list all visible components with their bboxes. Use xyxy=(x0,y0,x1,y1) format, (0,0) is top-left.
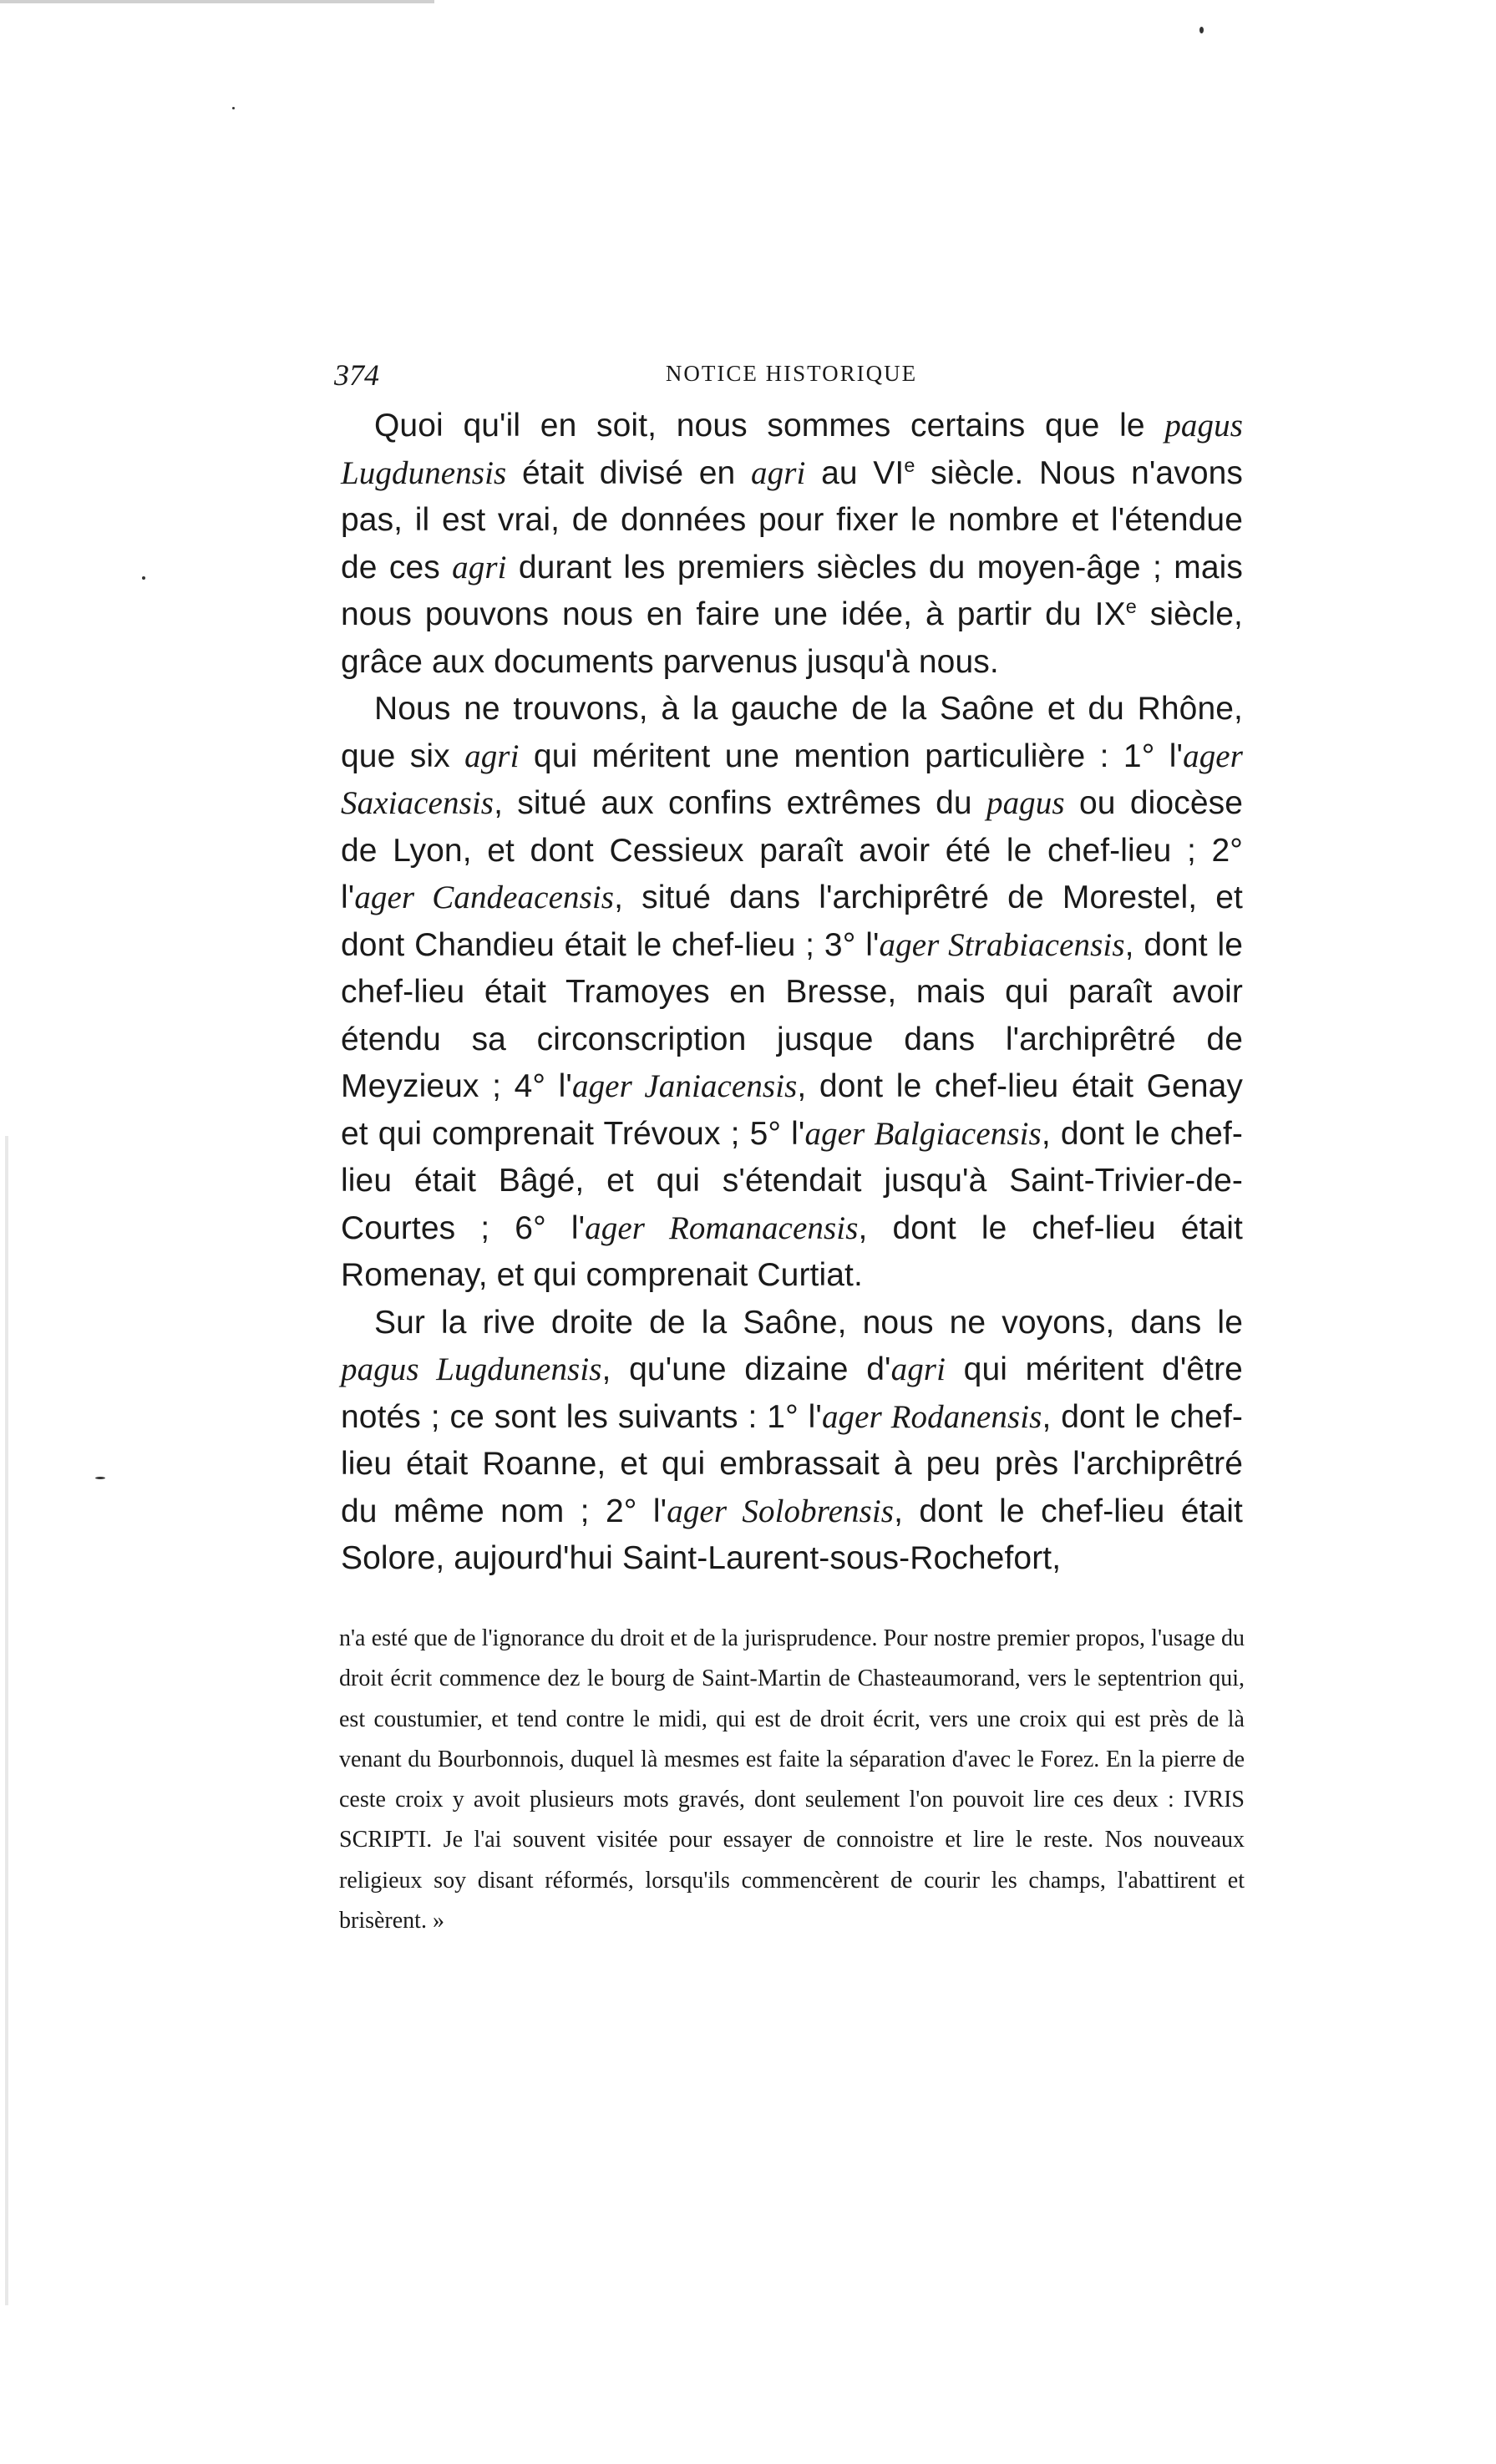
text-run: était divisé en xyxy=(506,454,751,491)
text-run: , situé aux confins extrêmes du xyxy=(494,785,986,821)
superscript: e xyxy=(1125,596,1137,617)
page-number: 374 xyxy=(334,358,379,392)
text-run: , dont le chef-lieu était Tramoyes en Bresse, mais qui paraît avoir étendu sa circonscription jusque dans l'archiprêtré de Meyzieux ; 4° l' xyxy=(341,926,1244,1104)
main-text xyxy=(341,403,1243,1583)
italic-term: ager Romanacensis xyxy=(585,1209,859,1246)
italic-term: ager Candeacensis xyxy=(354,880,615,915)
paragraph xyxy=(341,403,1243,686)
text-run: , qu'une dizaine d' xyxy=(601,1351,891,1387)
italic-term: ager Saxiacensis xyxy=(341,738,1243,821)
scan-speck xyxy=(1199,27,1204,33)
italic-term: pagus xyxy=(986,785,1065,821)
footnote-text: n'a esté que de l'ignorance du droit et de la jurisprudence. Pour nostre premier propos, l'usage du droit écrit commence dez le bourg de Saint-Martin de Chasteaumorand, vers le septentrion qui, est coustumier, et tend contre le midi, qui est de droit écrit, vers une croix qui est près de là venant du Bourbonnois, duquel là mesmes est faite la séparation d'avec le Forez. En la pierre de ceste croix y avoit plusieurs mots gravés, dont seulement l'on pouvoit lire ces deux : IVRIS SCRIPTI. Je l'ai souvent visitée pour essayer de connoistre et lire le reste. Nos nouveaux religieux soy disant réformés, lorsqu'ils commencèrent de courir les champs, l'abattirent et brisèrent. » xyxy=(339,1625,1245,1934)
running-header xyxy=(334,357,1249,396)
italic-term: agri xyxy=(890,1351,946,1387)
text-run: Quoi qu'il en soit, nous sommes certains que le xyxy=(374,408,1165,444)
italic-term: ager Balgiacensis xyxy=(804,1115,1042,1152)
text-run: , situé dans l'archiprêtré de Morestel, et dont Chandieu était le chef-lieu ; 3° l' xyxy=(341,880,1243,963)
italic-term: ager Solobrensis xyxy=(667,1493,895,1529)
scan-top-edge xyxy=(0,0,434,3)
text-run: siècle, grâce aux documents parvenus jusqu'à nous. xyxy=(341,596,1243,680)
text-run: au VI xyxy=(805,454,905,491)
text-run: qui méritent d'être notés ; ce sont les suivants : 1° l' xyxy=(341,1351,1243,1435)
paragraph xyxy=(341,1300,1243,1583)
italic-term: ager Rodanensis xyxy=(821,1398,1042,1435)
footnote xyxy=(339,1619,1245,1941)
italic-term: agri xyxy=(751,454,806,491)
italic-term: agri xyxy=(452,549,507,586)
text-run: , dont le chef-lieu était Romenay, et qui comprenait Curtiat. xyxy=(341,1209,1243,1293)
paragraph xyxy=(341,686,1243,1300)
italic-term: pagus Lugdunensis xyxy=(341,1351,602,1387)
text-run: Sur la rive droite de la Saône, nous ne voyons, dans le xyxy=(374,1304,1243,1341)
text-run: Nous ne trouvons, à la gauche de la Saône et du Rhône, que six xyxy=(341,691,1243,774)
italic-term: ager Janiacensis xyxy=(571,1068,798,1104)
italic-term: agri xyxy=(464,738,520,774)
text-run: siècle. Nous n'avons pas, il est vrai, de données pour fixer le nombre et l'étendue de ces xyxy=(341,454,1244,586)
text-run: ou diocèse de Lyon, et dont Cessieux paraît avoir été le chef-lieu ; 2° l' xyxy=(341,785,1244,915)
scan-left-edge xyxy=(5,1136,8,2305)
running-title: NOTICE HISTORIQUE xyxy=(665,361,918,386)
text-run: qui méritent une mention particulière : 1° l' xyxy=(519,738,1184,774)
text-run: durant les premiers siècles du moyen-âge ; mais nous pouvons nous en faire une idée, à partir du IX xyxy=(341,549,1243,632)
text-run: , dont le chef-lieu était Roanne, et qui embrassait à peu près l'archiprêtré du même nom ; 2° l' xyxy=(341,1398,1243,1529)
italic-term: ager Strabiacensis xyxy=(879,926,1125,963)
text-run: , dont le chef-lieu était Bâgé, et qui s'étendait jusqu'à Saint-Trivier-de-Courtes ; 6° l' xyxy=(341,1115,1243,1246)
text-run: , dont le chef-lieu était Genay et qui comprenait Trévoux ; 5° l' xyxy=(341,1068,1244,1152)
text-run: , dont le chef-lieu était Solore, aujourd'hui Saint-Laurent-sous-Rochefort, xyxy=(341,1493,1243,1576)
scan-speck xyxy=(142,576,145,580)
scan-speck xyxy=(232,107,235,109)
italic-term: pagus Lugdunensis xyxy=(341,408,1243,491)
superscript: e xyxy=(904,454,915,476)
scan-speck xyxy=(95,1477,105,1479)
